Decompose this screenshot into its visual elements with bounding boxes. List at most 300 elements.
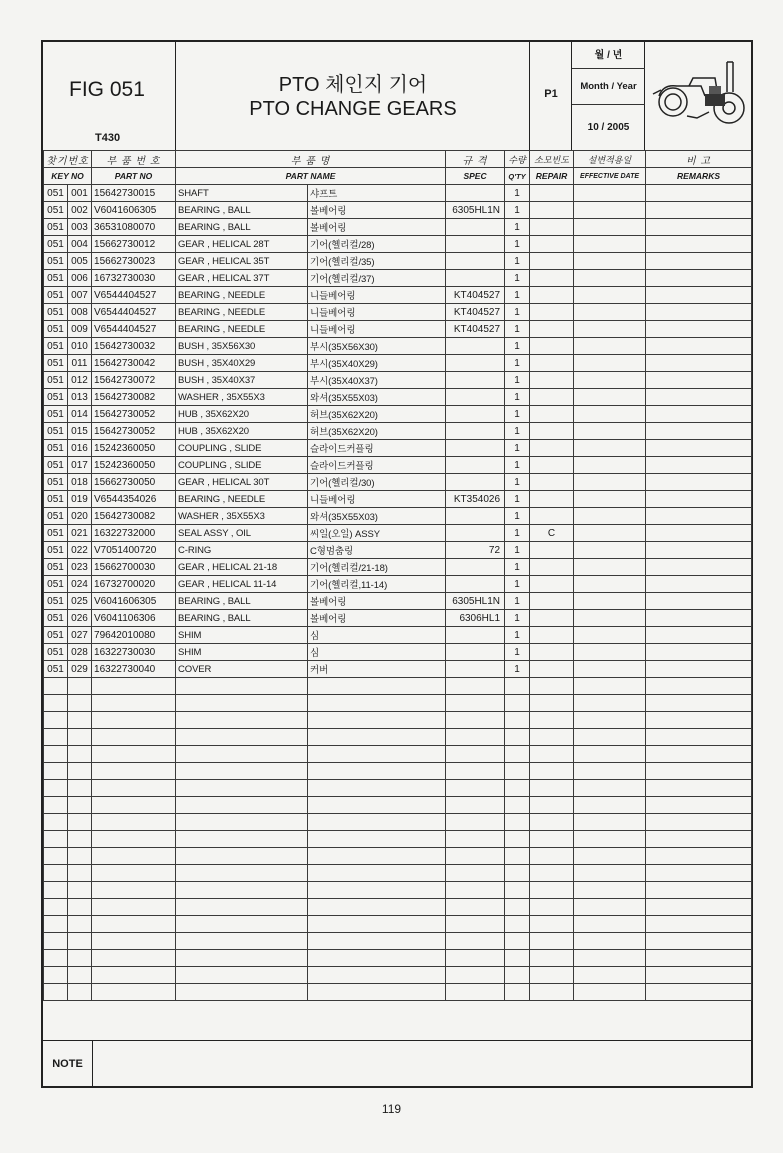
effective-date-cell [574,457,646,474]
part-name-ko-cell [308,831,446,848]
qty-cell: 1 [505,355,530,372]
effective-date-cell [574,253,646,270]
remarks-cell [646,916,752,933]
part-number-cell: 15642730032 [92,338,176,355]
key-cell [68,814,92,831]
part-number-cell: 15662730012 [92,236,176,253]
part-number-cell: 16732730030 [92,270,176,287]
part-name-ko-cell [308,678,446,695]
part-number-cell: V7051400720 [92,542,176,559]
part-number-cell: 15642730015 [92,185,176,202]
repair-cell [530,763,574,780]
qty-cell [505,831,530,848]
effective-date-cell [574,899,646,916]
table-row [44,525,752,542]
part-number-cell [92,797,176,814]
remarks-cell [646,729,752,746]
spec-cell [446,933,505,950]
fig-cell [44,814,68,831]
qty-cell: 1 [505,202,530,219]
part-name-en-cell: BEARING , NEEDLE [176,491,308,508]
table-row [44,508,752,525]
part-name-ko-cell: 볼베어링 [308,202,446,219]
key-cell [68,950,92,967]
parts-table [43,150,752,1001]
part-name-ko-cell: 부시(35X40X29) [308,355,446,372]
effective-date-cell [574,695,646,712]
part-name-en-cell: HUB , 35X62X20 [176,423,308,440]
part-name-ko-cell [308,967,446,984]
remarks-cell [646,882,752,899]
part-name-ko-cell: 부시(35X56X30) [308,338,446,355]
key-cell: 027 [68,627,92,644]
part-number-cell [92,678,176,695]
empty-row [44,780,752,797]
remarks-cell [646,763,752,780]
remarks-cell [646,712,752,729]
spec-cell [446,882,505,899]
repair-cell [530,491,574,508]
table-row [44,372,752,389]
remarks-cell [646,219,752,236]
effective-date-cell [574,831,646,848]
header-row-korean [44,151,752,168]
col-partname-ko: 부 품 명 [176,151,446,168]
remarks-cell [646,270,752,287]
part-name-en-cell [176,695,308,712]
qty-cell: 1 [505,338,530,355]
spec-cell [446,695,505,712]
repair-cell [530,270,574,287]
part-name-ko-cell: 허브(35X62X20) [308,423,446,440]
repair-cell [530,202,574,219]
part-name-en-cell: COUPLING , SLIDE [176,457,308,474]
spec-cell [446,984,505,1001]
fig-cell [44,797,68,814]
effective-date-cell [574,661,646,678]
part-name-en-cell [176,780,308,797]
part-number-cell: 15662730023 [92,253,176,270]
effective-date-cell [574,321,646,338]
key-cell [68,848,92,865]
part-name-ko-cell: 와셔(35X55X03) [308,508,446,525]
remarks-cell [646,491,752,508]
part-name-en-cell [176,729,308,746]
key-cell [68,780,92,797]
repair-cell [530,899,574,916]
spec-cell: KT354026 [446,491,505,508]
fig-cell [44,729,68,746]
part-name-en-cell: BUSH , 35X40X37 [176,372,308,389]
key-cell [68,916,92,933]
table-row [44,542,752,559]
part-name-ko-cell: 기어(헬리컬/37) [308,270,446,287]
fig-cell: 051 [44,457,68,474]
repair-cell [530,780,574,797]
effective-date-cell [574,814,646,831]
part-name-en-cell: BUSH , 35X56X30 [176,338,308,355]
part-name-en-cell [176,950,308,967]
empty-row [44,695,752,712]
part-name-en-cell: GEAR , HELICAL 30T [176,474,308,491]
qty-cell: 1 [505,389,530,406]
table-row [44,304,752,321]
fig-cell: 051 [44,304,68,321]
remarks-cell [646,389,752,406]
part-name-ko-cell [308,814,446,831]
empty-row [44,712,752,729]
part-name-ko-cell: 심 [308,627,446,644]
key-cell [68,865,92,882]
remarks-cell [646,338,752,355]
date-cell [572,42,645,150]
part-number-cell: 16322732000 [92,525,176,542]
spec-cell [446,389,505,406]
part-name-ko-cell: 볼베어링 [308,610,446,627]
spec-cell [446,355,505,372]
fig-cell: 051 [44,491,68,508]
effective-date-cell [574,542,646,559]
fig-cell [44,984,68,1001]
effective-date-cell [574,593,646,610]
key-cell [68,695,92,712]
part-name-ko-cell [308,933,446,950]
key-cell [68,831,92,848]
effective-date-cell [574,950,646,967]
repair-cell [530,916,574,933]
fig-cell: 051 [44,508,68,525]
part-number-cell [92,831,176,848]
part-name-ko-cell: 기어(헬리컬,11-14) [308,576,446,593]
part-number-cell: 15642730042 [92,355,176,372]
repair-cell [530,814,574,831]
part-name-ko-cell [308,746,446,763]
effective-date-cell [574,865,646,882]
part-name-ko-cell [308,797,446,814]
spec-cell [446,797,505,814]
col-qty-en: Q'TY [505,168,530,185]
part-name-ko-cell: 씨일(오일) ASSY [308,525,446,542]
part-name-en-cell: BEARING , BALL [176,593,308,610]
part-number-cell [92,916,176,933]
remarks-cell [646,304,752,321]
part-name-ko-cell: 볼베어링 [308,219,446,236]
effective-date-cell [574,678,646,695]
part-number-cell [92,729,176,746]
qty-cell [505,916,530,933]
part-number-cell: V6544404527 [92,304,176,321]
spec-cell [446,848,505,865]
part-number-cell: V6041606305 [92,202,176,219]
empty-row [44,729,752,746]
part-name-ko-cell: 니들베어링 [308,321,446,338]
remarks-cell [646,525,752,542]
part-name-ko-cell: 부시(35X40X37) [308,372,446,389]
key-cell: 005 [68,253,92,270]
part-name-en-cell: SHAFT [176,185,308,202]
table-row [44,355,752,372]
remarks-cell [646,423,752,440]
remarks-cell [646,236,752,253]
repair-cell [530,338,574,355]
part-number-cell [92,933,176,950]
key-cell: 004 [68,236,92,253]
part-name-ko-cell [308,899,446,916]
part-number-cell [92,746,176,763]
empty-row [44,882,752,899]
part-name-en-cell [176,814,308,831]
repair-cell [530,219,574,236]
remarks-cell [646,593,752,610]
col-effective-ko: 설변적용일 [574,151,646,168]
effective-date-cell [574,797,646,814]
date-value: 10 / 2005 [587,122,630,133]
spec-cell [446,185,505,202]
repair-cell: C [530,525,574,542]
qty-cell: 1 [505,491,530,508]
repair-cell [530,508,574,525]
key-cell: 001 [68,185,92,202]
part-name-ko-cell: 슬라이드커플링 [308,457,446,474]
fig-cell: 051 [44,644,68,661]
effective-date-cell [574,780,646,797]
key-cell: 011 [68,355,92,372]
fig-cell: 051 [44,440,68,457]
part-number-cell: V6544404527 [92,287,176,304]
page-number: 119 [381,1102,402,1116]
part-name-en-cell: BEARING , NEEDLE [176,321,308,338]
key-cell [68,763,92,780]
qty-cell: 1 [505,372,530,389]
table-row [44,219,752,236]
qty-cell [505,780,530,797]
remarks-cell [646,406,752,423]
part-number-cell: 15662700030 [92,559,176,576]
remarks-cell [646,661,752,678]
empty-row [44,763,752,780]
qty-cell [505,882,530,899]
spec-cell [446,831,505,848]
part-name-en-cell: GEAR , HELICAL 37T [176,270,308,287]
table-row [44,644,752,661]
table-row [44,287,752,304]
spec-cell [446,406,505,423]
model-name: T430 [95,132,121,144]
spec-cell [446,967,505,984]
qty-cell: 1 [505,627,530,644]
table-row [44,202,752,219]
spec-cell [446,644,505,661]
effective-date-cell [574,627,646,644]
remarks-cell [646,355,752,372]
table-row [44,338,752,355]
fig-cell: 051 [44,219,68,236]
repair-cell [530,882,574,899]
part-number-cell [92,814,176,831]
spec-cell [446,423,505,440]
spec-cell [446,950,505,967]
fig-cell [44,882,68,899]
effective-date-cell [574,406,646,423]
fig-cell: 051 [44,253,68,270]
empty-row [44,865,752,882]
repair-cell [530,797,574,814]
qty-cell: 1 [505,474,530,491]
part-number-cell [92,967,176,984]
qty-cell: 1 [505,576,530,593]
spec-cell [446,338,505,355]
effective-date-cell [574,202,646,219]
fig-cell [44,763,68,780]
remarks-cell [646,899,752,916]
table-row [44,236,752,253]
fig-cell [44,916,68,933]
spec-cell [446,236,505,253]
fig-cell [44,865,68,882]
part-name-en-cell [176,882,308,899]
part-number-cell [92,865,176,882]
part-number-cell: 16322730030 [92,644,176,661]
empty-row [44,678,752,695]
key-cell: 006 [68,270,92,287]
effective-date-cell [574,372,646,389]
effective-date-cell [574,746,646,763]
fig-cell [44,780,68,797]
effective-date-cell [574,389,646,406]
title-english: PTO CHANGE GEARS [249,98,457,120]
fig-cell [43,42,176,150]
fig-cell: 051 [44,270,68,287]
header-row-english [44,168,752,185]
part-name-en-cell [176,712,308,729]
table-row [44,406,752,423]
part-name-en-cell: BEARING , BALL [176,219,308,236]
part-name-ko-cell [308,882,446,899]
fig-cell [44,933,68,950]
remarks-cell [646,695,752,712]
key-cell: 028 [68,644,92,661]
effective-date-cell [574,287,646,304]
fig-cell: 051 [44,576,68,593]
effective-date-cell [574,474,646,491]
remarks-cell [646,321,752,338]
remarks-cell [646,848,752,865]
part-name-ko-cell: 기어(헬리컬/21-18) [308,559,446,576]
part-name-en-cell [176,916,308,933]
spec-cell [446,627,505,644]
empty-row [44,848,752,865]
effective-date-cell [574,219,646,236]
part-name-en-cell: SHIM [176,627,308,644]
fig-cell: 051 [44,610,68,627]
key-cell: 026 [68,610,92,627]
effective-date-cell [574,933,646,950]
table-row [44,627,752,644]
part-name-en-cell: C-RING [176,542,308,559]
effective-date-cell [574,440,646,457]
spec-cell [446,865,505,882]
part-name-ko-cell [308,916,446,933]
part-name-en-cell: GEAR , HELICAL 28T [176,236,308,253]
tractor-illustration-cell [645,42,751,150]
note-section [43,1040,751,1087]
sheet-header [43,42,751,151]
part-name-ko-cell [308,729,446,746]
col-partno-ko: 부 품 번 호 [92,151,176,168]
remarks-cell [646,559,752,576]
effective-date-cell [574,967,646,984]
remarks-cell [646,780,752,797]
repair-cell [530,729,574,746]
part-number-cell: 15242360050 [92,457,176,474]
effective-date-cell [574,338,646,355]
key-cell: 018 [68,474,92,491]
repair-cell [530,542,574,559]
remarks-cell [646,185,752,202]
key-cell [68,933,92,950]
repair-cell [530,695,574,712]
part-name-en-cell [176,848,308,865]
part-name-ko-cell [308,865,446,882]
remarks-cell [646,967,752,984]
repair-cell [530,287,574,304]
qty-cell: 1 [505,270,530,287]
part-name-en-cell: BUSH , 35X40X29 [176,355,308,372]
qty-cell [505,712,530,729]
key-cell: 012 [68,372,92,389]
spec-cell [446,219,505,236]
repair-cell [530,389,574,406]
part-number-cell [92,950,176,967]
part-number-cell: 15642730082 [92,508,176,525]
key-cell: 017 [68,457,92,474]
fig-cell: 051 [44,287,68,304]
qty-cell: 1 [505,542,530,559]
effective-date-cell [574,525,646,542]
part-name-en-cell [176,797,308,814]
key-cell: 015 [68,423,92,440]
empty-row [44,933,752,950]
part-name-en-cell [176,678,308,695]
remarks-cell [646,508,752,525]
part-name-ko-cell: 와셔(35X55X03) [308,389,446,406]
table-row [44,491,752,508]
qty-cell [505,848,530,865]
repair-cell [530,933,574,950]
key-cell: 008 [68,304,92,321]
spec-cell [446,525,505,542]
qty-cell: 1 [505,304,530,321]
part-name-ko-cell [308,780,446,797]
part-number-cell: 15662730050 [92,474,176,491]
part-name-ko-cell: 기어(헬리컬/28) [308,236,446,253]
part-name-en-cell: BEARING , NEEDLE [176,287,308,304]
qty-cell [505,984,530,1001]
part-name-ko-cell: 기어(헬리컬/30) [308,474,446,491]
col-key-en: KEY NO [44,168,92,185]
remarks-cell [646,797,752,814]
repair-cell [530,321,574,338]
col-qty-ko: 수량 [505,151,530,168]
col-repair-ko: 소모빈도 [530,151,574,168]
part-name-en-cell [176,933,308,950]
remarks-cell [646,865,752,882]
part-name-ko-cell [308,950,446,967]
part-name-en-cell: BEARING , BALL [176,610,308,627]
part-number-cell [92,899,176,916]
part-name-en-cell [176,865,308,882]
remarks-cell [646,746,752,763]
